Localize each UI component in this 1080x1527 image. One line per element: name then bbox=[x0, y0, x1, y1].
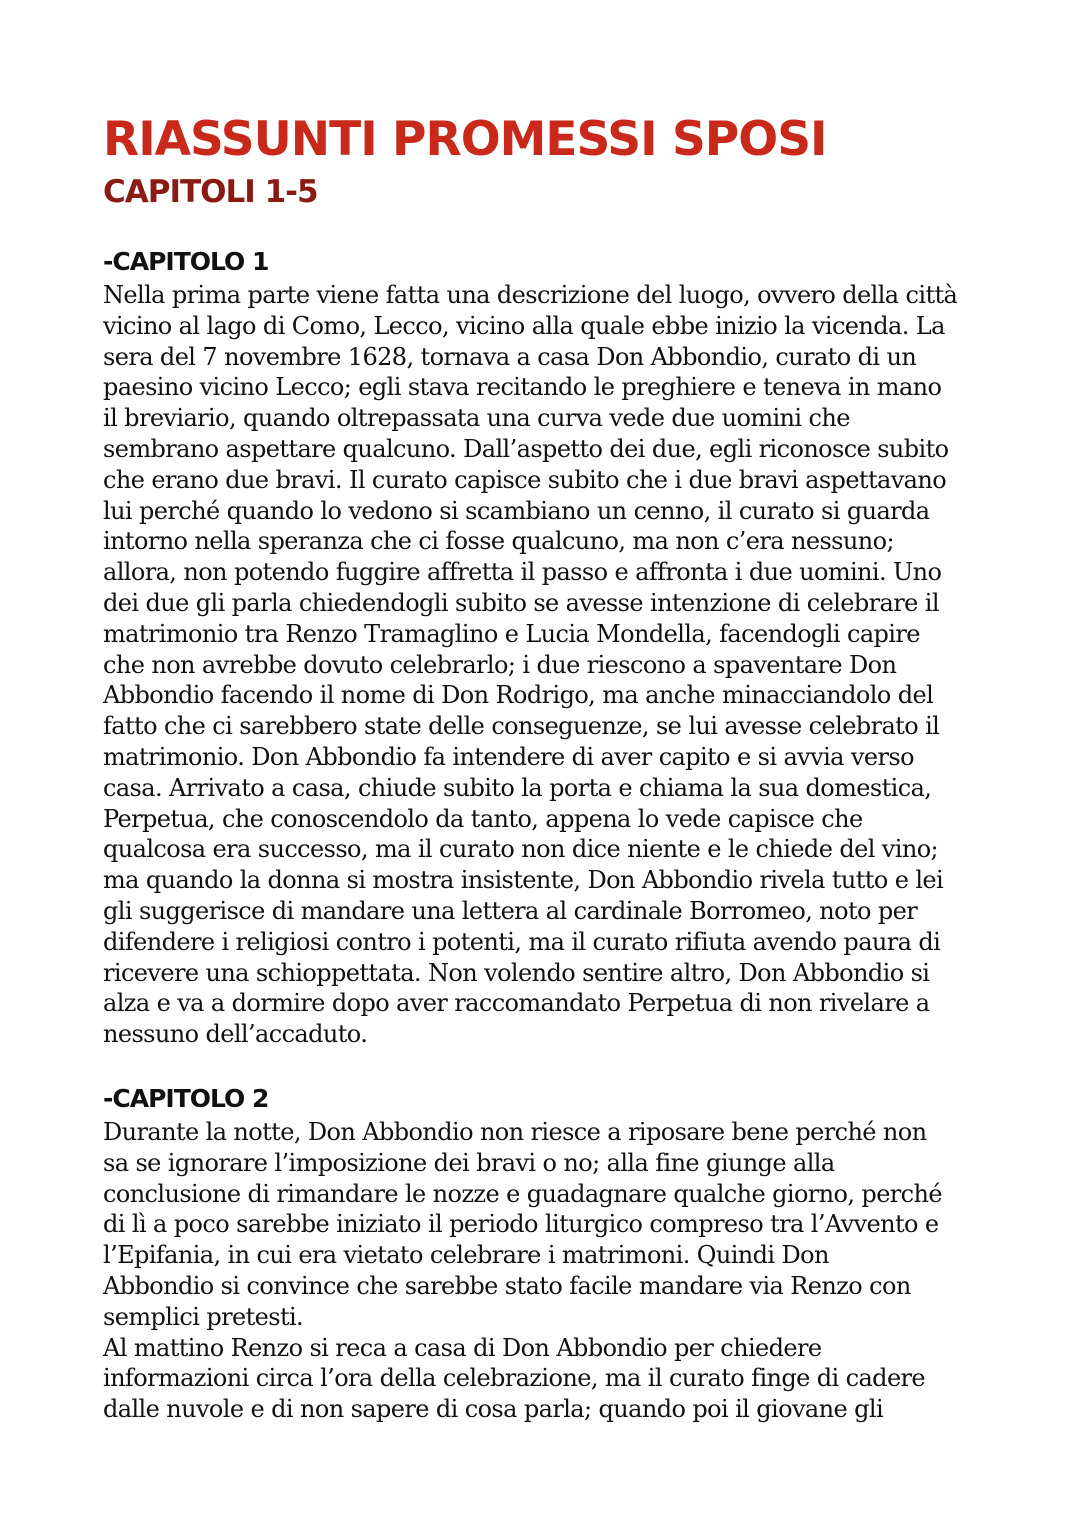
text-line: difendere i religiosi contro i potenti, ma il curato rifiuta avendo paura di bbox=[103, 927, 941, 956]
text-line: il breviario, quando oltrepassata una curva vede due uomini che bbox=[103, 404, 850, 433]
text-line: dalle nuvole e di non sapere di cosa parla; quando poi il giovane gli bbox=[103, 1395, 884, 1424]
text-line: Perpetua, che conoscendolo da tanto, appena lo vede capisce che bbox=[103, 804, 863, 833]
text-line: paesino vicino Lecco; egli stava recitando le preghiere e teneva in mano bbox=[103, 373, 942, 402]
text-line: fatto che ci sarebbero state delle conseguenze, se lui avesse celebrato il bbox=[103, 712, 940, 741]
text-line: Al mattino Renzo si reca a casa di Don Abbondio per chiedere bbox=[103, 1333, 822, 1362]
text-line: Abbondio si convince che sarebbe stato facile mandare via Renzo con bbox=[103, 1271, 911, 1300]
text-line: Abbondio facendo il nome di Don Rodrigo, ma anche minacciandolo del bbox=[103, 681, 934, 710]
text-line: matrimonio. Don Abbondio fa intendere di aver capito e si avvia verso bbox=[103, 742, 914, 771]
text-line: Nella prima parte viene fatta una descrizione del luogo, ovvero della città bbox=[103, 281, 958, 309]
text-line: allora, non potendo fuggire affretta il passo e affronta i due uomini. Uno bbox=[103, 558, 942, 587]
text-line: qualcosa era successo, ma il curato non dice niente e le chiede del vino; bbox=[103, 835, 939, 864]
text-line: sembrano aspettare qualcuno. Dall’aspetto dei due, egli riconosce subito bbox=[103, 434, 949, 463]
text-line: intorno nella speranza che ci fosse qualcuno, ma non c’era nessuno; bbox=[103, 527, 894, 556]
text-line: l’Epifania, in cui era vietato celebrare i matrimoni. Quindi Don bbox=[103, 1241, 829, 1270]
chapter-2-body bbox=[103, 1117, 1003, 1425]
text-line: nessuno dell’accaduto. bbox=[103, 1020, 368, 1049]
text-line: semplici pretesti. bbox=[103, 1302, 304, 1331]
chapter-1-heading: -CAPITOLO 1 bbox=[103, 247, 269, 276]
document-title: RIASSUNTI PROMESSI SPOSI bbox=[103, 112, 827, 167]
chapter-2-section bbox=[103, 1081, 1003, 1425]
text-line: che non avrebbe dovuto celebrarlo; i due riescono a spaventare Don bbox=[103, 650, 897, 679]
text-line: matrimonio tra Renzo Tramaglino e Lucia Mondella, facendogli capire bbox=[103, 619, 920, 648]
text-line: ma quando la donna si mostra insistente, Don Abbondio rivela tutto e lei bbox=[103, 866, 944, 895]
text-line: dei due gli parla chiedendogli subito se avesse intenzione di celebrare il bbox=[103, 588, 939, 617]
text-line: vicino al lago di Como, Lecco, vicino alla quale ebbe inizio la vicenda. La bbox=[103, 311, 945, 340]
text-line: che erano due bravi. Il curato capisce subito che i due bravi aspettavano bbox=[103, 465, 947, 494]
text-line: lui perché quando lo vedono si scambiano un cenno, il curato si guarda bbox=[103, 496, 930, 525]
text-line: alza e va a dormire dopo aver raccomandato Perpetua di non rivelare a bbox=[103, 989, 930, 1018]
chapter-2-heading: -CAPITOLO 2 bbox=[103, 1084, 269, 1113]
text-line: sa se ignorare l’imposizione dei bravi o no; alla fine giunge alla bbox=[103, 1148, 835, 1177]
text-line: ricevere una schioppettata. Non volendo sentire altro, Don Abbondio si bbox=[103, 958, 930, 987]
text-line: casa. Arrivato a casa, chiude subito la porta e chiama la sua domestica, bbox=[103, 773, 932, 802]
document-subtitle: CAPITOLI 1-5 bbox=[103, 174, 318, 210]
text-line: sera del 7 novembre 1628, tornava a casa Don Abbondio, curato di un bbox=[103, 342, 917, 371]
text-line: di lì a poco sarebbe iniziato il periodo liturgico compreso tra l’Avvento e bbox=[103, 1210, 939, 1239]
chapter-1-section bbox=[103, 244, 1003, 1050]
chapter-1-body bbox=[103, 280, 1003, 1050]
text-line: Durante la notte, Don Abbondio non riesce a riposare bene perché non bbox=[103, 1118, 927, 1146]
text-line: conclusione di rimandare le nozze e guadagnare qualche giorno, perché bbox=[103, 1179, 942, 1208]
text-line: gli suggerisce di mandare una lettera al cardinale Borromeo, noto per bbox=[103, 896, 918, 925]
text-line: informazioni circa l’ora della celebrazione, ma il curato finge di cadere bbox=[103, 1364, 926, 1393]
